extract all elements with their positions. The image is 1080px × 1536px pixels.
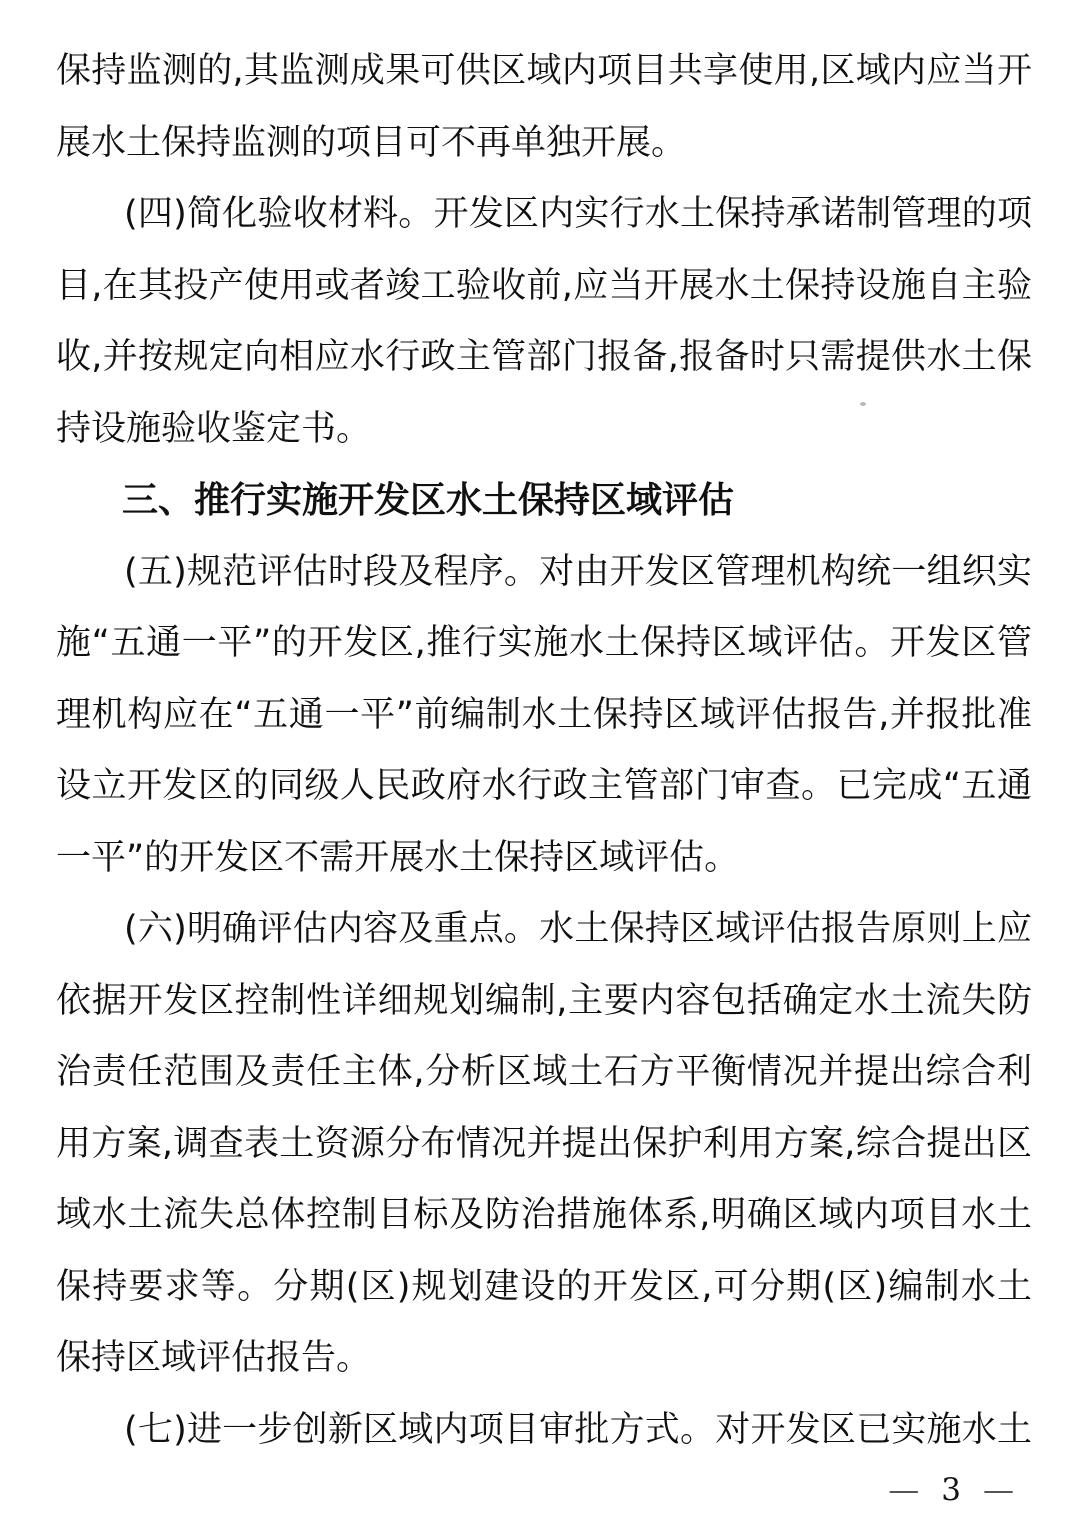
text-line: 设立开发区的同级人民政府水行政主管部门审查。已完成“五通 <box>56 766 1032 806</box>
text-line: (四)简化验收材料。开发区内实行水土保持承诺制管理的项 <box>124 194 1032 234</box>
text-line: (五)规范评估时段及程序。对由开发区管理机构统一组织实 <box>124 551 1032 592</box>
text-line: 目,在其投产使用或者竣工验收前,应当开展水土保持设施自主验 <box>56 265 1032 306</box>
footer-dash-left: — <box>888 1472 920 1508</box>
text-line: 一平”的开发区不需开展水土保持区域评估。 <box>56 837 740 878</box>
text-line: 施“五通一平”的开发区,推行实施水土保持区域评估。开发区管 <box>56 623 1032 663</box>
text-line: 治责任范围及责任主体,分析区域土石方平衡情况并提出综合利 <box>56 1052 1032 1092</box>
footer-page-number: 3 <box>941 1472 961 1508</box>
text-line: 保持监测的,其监测成果可供区域内项目共享使用,区域内应当开 <box>56 51 1032 91</box>
text-line: 域水土流失总体控制目标及防治措施体系,明确区域内项目水土 <box>56 1195 1032 1235</box>
text-line: 保持区域评估报告。 <box>56 1338 372 1378</box>
text-line: 持设施验收鉴定书。 <box>56 408 372 449</box>
text-line: (六)明确评估内容及重点。水土保持区域评估报告原则上应 <box>124 909 1032 949</box>
text-line: (七)进一步创新区域内项目审批方式。对开发区已实施水土 <box>124 1409 1032 1450</box>
text-line: 理机构应在“五通一平”前编制水土保持区域评估报告,并报批准 <box>56 694 1032 735</box>
text-line: 保持要求等。分期(区)规划建设的开发区,可分期(区)编制水土 <box>56 1266 1032 1307</box>
section-heading: 三、推行实施开发区水土保持区域评估 <box>122 480 735 521</box>
page-number-footer <box>888 1472 1014 1508</box>
scan-artifact <box>860 402 866 406</box>
text-line: 依据开发区控制性详细规划编制,主要内容包括确定水土流失防 <box>56 980 1032 1021</box>
footer-dash-right: — <box>983 1472 1014 1508</box>
text-line: 展水土保持监测的项目可不再单独开展。 <box>56 122 687 163</box>
text-line: 用方案,调查表土资源分布情况并提出保护利用方案,综合提出区 <box>56 1123 1032 1164</box>
text-line: 收,并按规定向相应水行政主管部门报备,报备时只需提供水土保 <box>56 337 1032 377</box>
document-body <box>56 36 1032 1466</box>
